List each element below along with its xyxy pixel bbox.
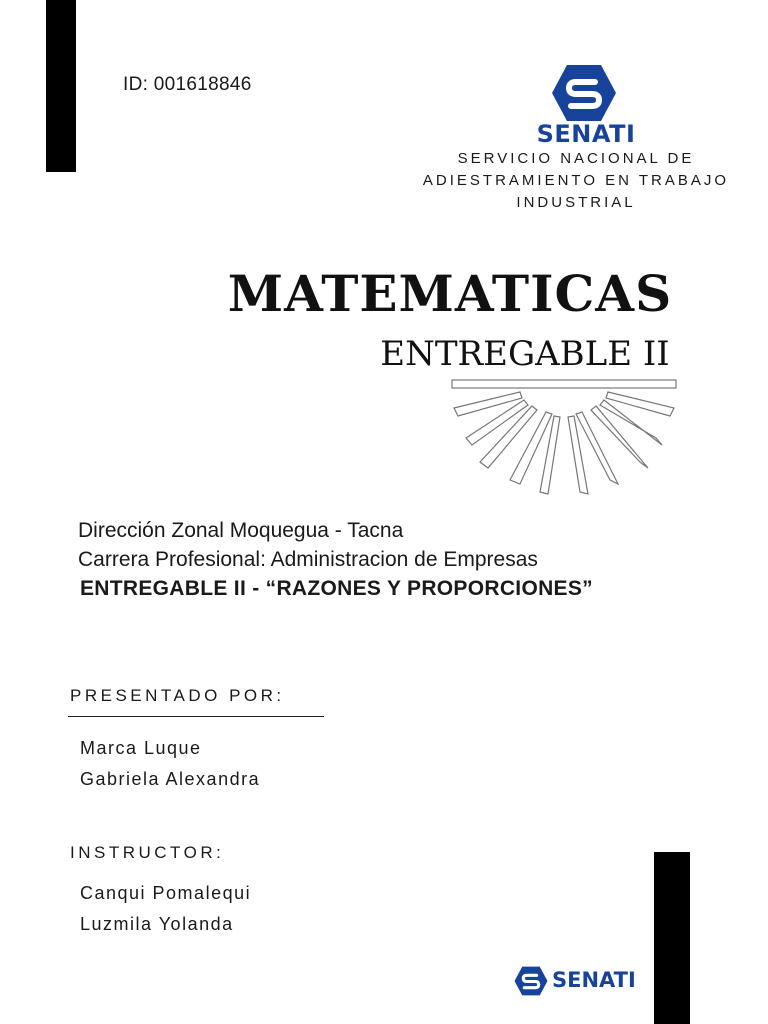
instructor-name-line: Luzmila Yolanda [80,914,234,934]
student-name-line: Marca Luque [80,738,202,758]
entregable-topic: ENTREGABLE II - “RAZONES Y PROPORCIONES” [80,577,593,600]
institution-line: SERVICIO NACIONAL DE [457,150,695,167]
course-info [78,516,738,604]
direccion-zonal: Dirección Zonal Moquegua - Tacna [78,519,404,542]
presentado-label: PRESENTADO POR: [70,686,285,705]
footer-logo-text: SENATI [552,968,636,992]
decorative-bar-left [46,0,76,172]
document-id: ID: 001618846 [123,74,252,95]
senati-logo-text: SENATI [536,120,636,148]
institution-line: ADIESTRAMIENTO EN TRABAJO [422,172,730,189]
institution-name [400,148,752,214]
senati-logo-icon [551,64,617,122]
footer-logo [514,964,634,998]
instructor-name-line: Canqui Pomalequi [80,883,252,903]
senati-logo-icon [514,966,548,996]
sunburst-decoration-icon [444,372,684,502]
instructor-name [80,878,251,940]
document-subtitle: ENTREGABLE II [380,334,670,374]
decorative-bar-right [654,852,690,1024]
institution-line: INDUSTRIAL [516,194,636,211]
student-name-line: Gabriela Alexandra [80,769,261,789]
divider [68,716,324,717]
carrera-profesional: Carrera Profesional: Administracion de Empresas [78,548,538,571]
document-title: MATEMATICAS [227,264,673,323]
student-name [80,733,260,795]
instructor-label: INSTRUCTOR: [70,843,225,862]
